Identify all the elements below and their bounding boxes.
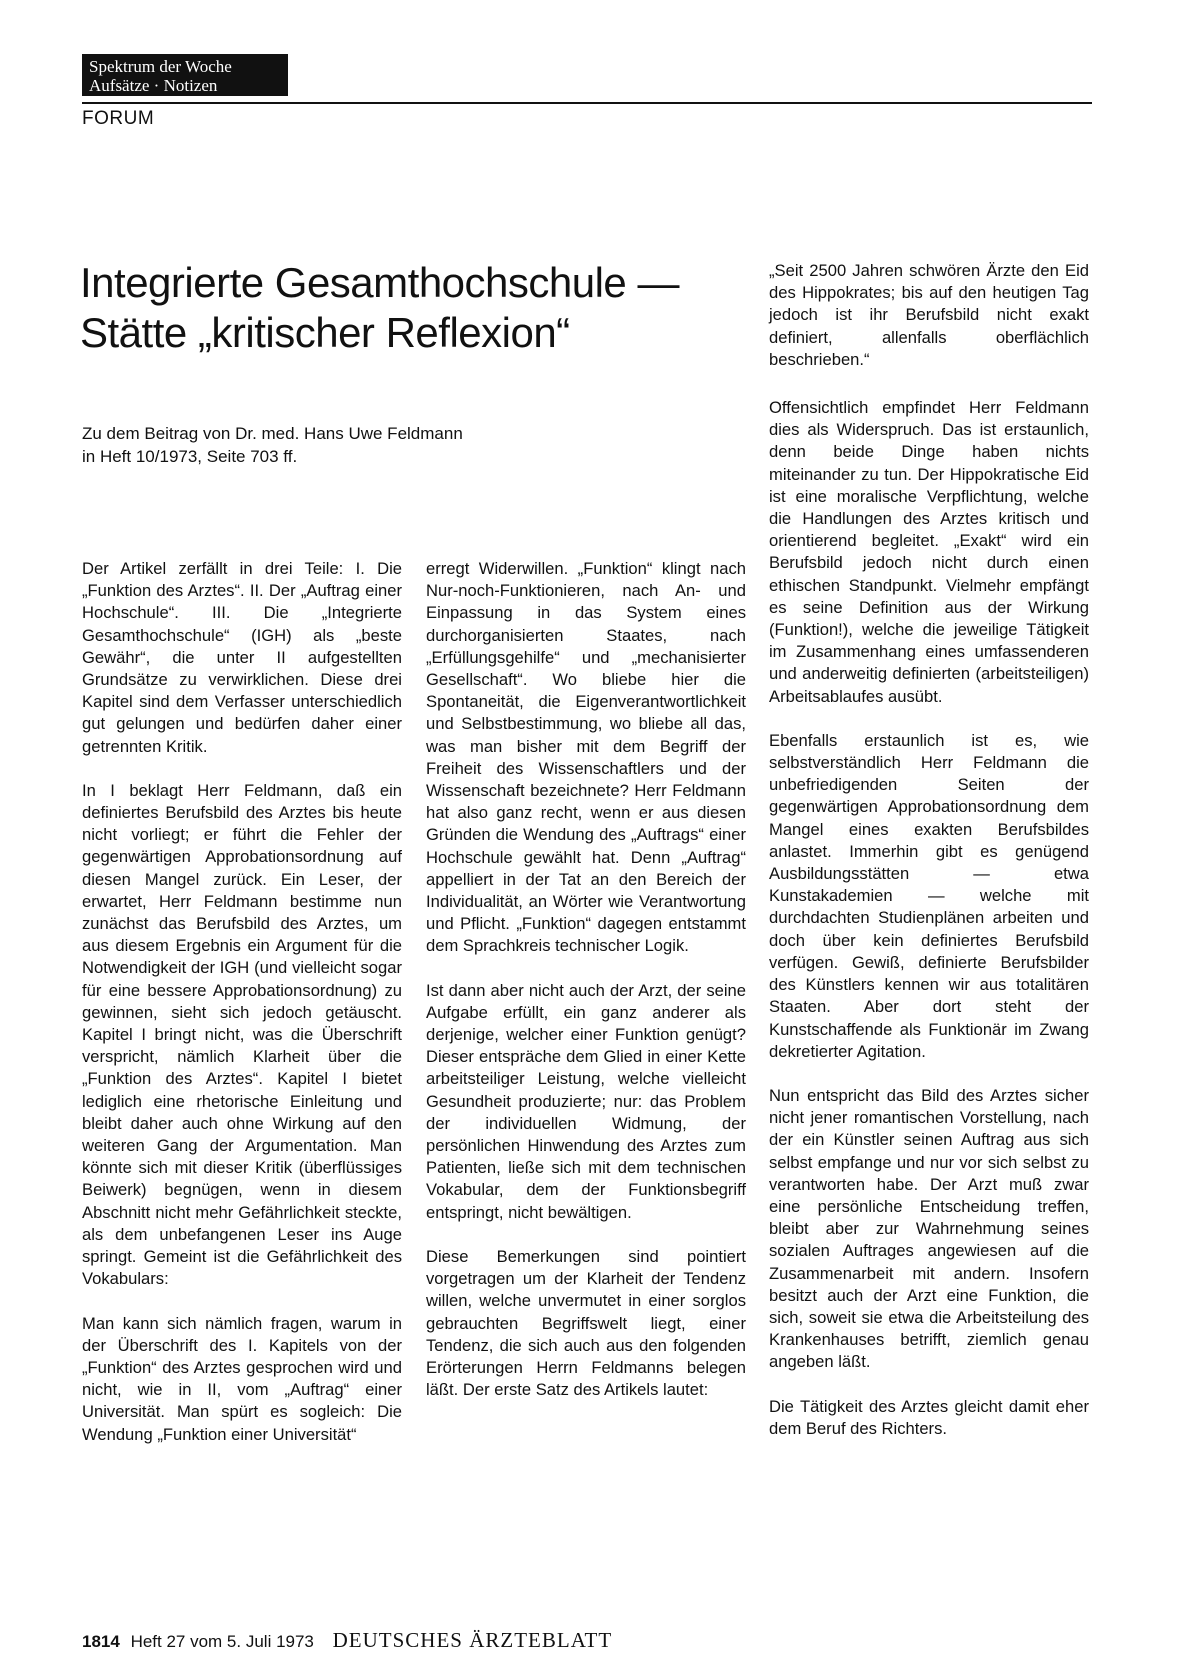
issue-info: Heft 27 vom 5. Juli 1973 xyxy=(130,1632,314,1651)
paragraph: Die Tätigkeit des Arztes gleicht damit eher dem Beruf des Richters. xyxy=(769,1396,1089,1438)
paragraph: erregt Widerwillen. „Funktion“ klingt nach Nur-noch-Funktionieren, nach An- und Einpassung in das System eines durchorganisierten Staates, nach „Erfüllungsgehilfe“ und „mechanisierter Gesellschaft“. Wo bliebe hier die Spontaneität, die Eigenverantwortlichkeit und Selbstbestimmung, wo bliebe all das, was man bisher mit dem Begriff der Freiheit des Wissenschaftlers und der Wissenschaft bezeichnete? Herr Feldmann hat also ganz recht, wenn er aus diesen Gründen die Wendung des „Auftrags“ einer Hochschule gewählt hat. Denn „Auftrag“ appelliert in der Tat an den Bereich der Individualität, an Wörter wie Verantwortung und Pflicht. „Funktion“ dagegen entstammt dem Sprachkreis technischer Logik. xyxy=(426,559,746,956)
section-label-line1: Spektrum der Woche xyxy=(89,57,232,76)
section-label-box xyxy=(82,54,288,96)
article-title-line2: Stätte „kritischer Reflexion“ xyxy=(80,309,570,356)
paragraph: In I beklagt Herr Feldmann, daß ein definiertes Berufsbild des Arztes bis heute nicht vorliegt; er führt die Fehler der gegenwärtigen Approbationsordnung auf diesen Mangel zurück. Ein Leser, der erwartet, Herr Feldmann bestimme nun zunächst das Berufsbild des Arztes, um aus diesem Ergebnis ein Argument für die Notwendigkeit der IGH (und vielleicht sogar für eine bessere Approbationsordnung) zu gewinnen, sieht sich jedoch getäuscht. Kapitel I bringt nicht, was die Überschrift verspricht, nämlich Klarheit über die „Funktion des Arztes“. Kapitel I bietet lediglich eine rhetorische Einleitung und bleibt daher auch ohne Wirkung auf den weiteren Gang der Argumentation. Man könnte sich mit dieser Kritik (überflüssiges Beiwerk) begnügen, wenn in diesem Abschnitt nicht mehr Gefährlichkeit steckte, als dem unbefangenen Leser ins Auge springt. Gemeint ist die Gefährlichkeit des Vokabulars: xyxy=(82,780,402,1289)
paragraph: Der Artikel zerfällt in drei Teile: I. Die „Funktion des Arztes“. II. Der „Auftrag einer Hochschule“. III. Die „Integrierte Gesamthochschule“ (IGH) als „beste Gewähr“, die unter II aufgestellten Grundsätze zu verwirklichen. Diese drei Kapitel sind dem Verfasser unterschiedlich gut gelungen und bedürfen daher einer getrennten Kritik. xyxy=(82,559,402,756)
journal-name: DEUTSCHES ÄRZTEBLATT xyxy=(332,1628,613,1652)
article-reference xyxy=(82,422,602,468)
paragraph: Offensichtlich empfindet Herr Feldmann dies als Widerspruch. Das ist erstaunlich, denn beide Dinge haben nichts miteinander zu tun. Der Hippokratische Eid ist eine moralische Verpflichtung, welche die Handlungen des Arztes kritisch und orientierend begleitet. „Exakt“ wird ein Berufsbild jedoch nicht durch einen ethischen Standpunkt. Vielmehr empfängt es seine Definition aus der Wirkung (Funktion!), welche die jeweilige Tätigkeit im Zusammenhang eines umfassenderen und anderweitig definierten (arbeitsteiligen) Arbeitsablaufes ausübt. xyxy=(769,398,1089,706)
article-title xyxy=(80,258,760,358)
paragraph: Nun entspricht das Bild des Arztes sicher nicht jener romantischen Vorstellung, nach der ein Künstler seinen Auftrag aus sich selbst empfange und nur vor sich selbst zu verantworten habe. Der Arzt muß zwar eine persönliche Entscheidung treffen, bleibt aber zur Wahrnehmung seines sozialen Auftrages angewiesen auf die Zusammenarbeit mit andern. Insofern besitzt auch der Arzt eine Funktion, die sich, soweit sie etwa die Arbeitsteilung des Krankenhauses betrifft, ziemlich genau angeben läßt. xyxy=(769,1085,1089,1372)
page-number: 1814 xyxy=(82,1632,120,1651)
rubric-label: FORUM xyxy=(82,108,155,129)
section-label-line2: Aufsätze · Notizen xyxy=(89,76,218,95)
paragraph: Ist dann aber nicht auch der Arzt, der seine Aufgabe erfüllt, ein ganz anderer als derjenige, welcher einer Funktion genügt? Dieser entspräche dem Glied in einer Kette arbeitsteiliger Leistung, welche vielleicht Gesundheit produzierte; nur: das Problem der individuellen Widmung, der persönlichen Hinwendung des Arztes zum Patienten, ließe sich mit dem technischen Vokabular, dem der Funktionsbegriff entspringt, nicht bewältigen. xyxy=(426,980,746,1222)
paragraph: Man kann sich nämlich fragen, warum in der Überschrift des I. Kapitels von der „Funktion“ des Arztes gesprochen wird und nicht, wie in II, vom „Auftrag“ einer Universität. Man spürt es sogleich: Die Wendung „Funktion einer Universität“ xyxy=(82,1313,402,1444)
article-title-line1: Integrierte Gesamthochschule — xyxy=(80,259,679,306)
reference-line1: Zu dem Beitrag von Dr. med. Hans Uwe Feldmann xyxy=(82,424,463,443)
text-column-3 xyxy=(769,260,1089,1440)
paragraph: Ebenfalls erstaunlich ist es, wie selbstverständlich Herr Feldmann die unbefriedigenden Seiten der gegenwärtigen Approbationsordnung dem Mangel eines exakten Berufsbildes anlastet. Immerhin gibt es genügend Ausbildungsstätten — etwa Kunstakademien — welche mit durchdachten Studienplänen arbeiten und doch über kein definiertes Berufsbild verfügen. Gewiß, definierte Berufsbilder des Künstlers kennen wir aus totalitären Staaten. Aber dort steht der Kunstschaffende als Funktionär im Zwang dekretierter Agitation. xyxy=(769,730,1089,1061)
paragraph: Diese Bemerkungen sind pointiert vorgetragen um der Klarheit der Tendenz willen, welche unvermutet in einer sorglos gebrauchten Begriffswelt liegt, einer Tendenz, die sich auch aus den folgenden Erörterungen Herrn Feldmanns belegen läßt. Der erste Satz des Artikels lautet: xyxy=(426,1246,746,1400)
text-column-1 xyxy=(82,558,402,1446)
reference-line2: in Heft 10/1973, Seite 703 ff. xyxy=(82,447,298,466)
page-footer xyxy=(82,1628,612,1653)
text-column-2 xyxy=(426,558,746,1401)
pull-quote: „Seit 2500 Jahren schwören Ärzte den Eid des Hippokrates; bis auf den heutigen Tag jedoch ist ihr Berufsbild nicht exakt definiert, allenfalls oberflächlich beschrieben.“ xyxy=(769,261,1089,369)
header-rule xyxy=(82,102,1092,104)
